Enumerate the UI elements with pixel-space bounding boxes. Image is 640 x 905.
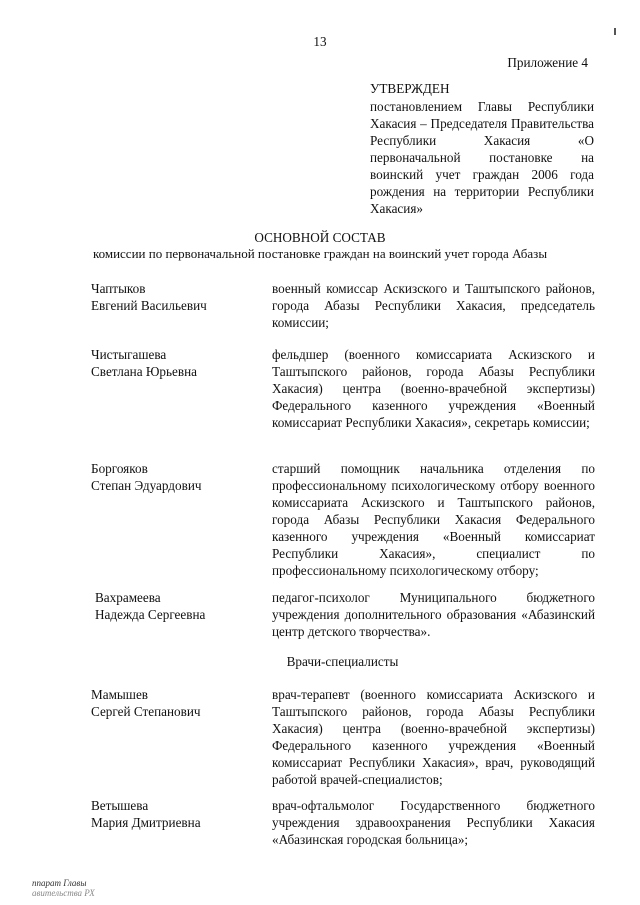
doctor-name [91,686,261,720]
approval-block [370,80,594,217]
appendix-label: Приложение 4 [507,55,588,70]
doctor-given-name: Мария Дмитриевна [91,815,201,830]
approval-title: УТВЕРЖДЕН [370,81,450,96]
doctor-name [91,797,261,831]
member-surname: Вахрамеева [95,590,161,605]
member-role: военный комиссар Аскизского и Таштыпского районов, города Абазы Республики Хакасия, председатель комиссии; [272,281,595,330]
section-title: Врачи-специалисты [286,654,399,669]
member-given-name: Надежда Сергеевна [95,607,206,622]
member-role: фельдшер (военного комиссариата Аскизского и Таштыпского районов, города Абазы Республики Хакасия) центра (военно-врачебной экспертизы) Федерального казенного учреждения «Военный комиссариат Республики Хакасия», секретарь комиссии; [272,347,595,430]
approval-text: постановлением Главы Республики Хакасия – Председателя Правительства Республики Хакасия «О первоначальной постановке на воинский учет граждан 2006 года рождения на территории Республики Хакасия» [370,99,594,216]
footer-stamp [32,878,95,898]
member-name [95,589,265,623]
member-surname: Чаптыков [91,281,146,296]
member-name [91,460,261,494]
member-role: педагог-психолог Муниципального бюджетного учреждения дополнительного образования «Абазинский центр детского творчества». [272,590,595,639]
document-subtitle: комиссии по первоначальной постановке граждан на воинский учет города Абазы [92,246,548,261]
doctor-role: врач-офтальмолог Государственного бюджетного учреждения здравоохранения Республики Хакасия «Абазинская городская больница»; [272,798,595,847]
page-number: 13 [313,34,327,49]
member-role: старший помощник начальника отделения по профессиональному психологическому отбору военного комиссариата Аскизского и Таштыпского районов, города Абазы Республики Хакасия Федерального казенного учреждения «Военный комиссариат Республики Хакасия», специалист по профессиональному психологическому отбору; [272,461,595,578]
member-given-name: Степан Эдуардович [91,478,202,493]
footer-line: авительства РХ [32,888,95,898]
doctor-role: врач-терапевт (военного комиссариата Аскизского и Таштыпского районов, города Абазы Республики Хакасия) центра (военно-врачебной экспертизы) Федерального казенного учреждения «Военный комиссариат Республики Хакасия», врач, руководящий работой врачей-специалистов; [272,687,595,787]
document-title: ОСНОВНОЙ СОСТАВ [254,230,386,245]
footer-line: ппарат Главы [32,878,87,888]
member-name [91,346,261,380]
member-surname: Чистыгашева [91,347,167,362]
doctor-surname: Мамышев [91,687,149,702]
member-surname: Боргояков [91,461,148,476]
member-given-name: Светлана Юрьевна [91,364,198,379]
member-name [91,280,261,314]
member-given-name: Евгений Васильевич [91,298,207,313]
doctor-given-name: Сергей Степанович [91,704,201,719]
doctor-surname: Ветышева [91,798,149,813]
